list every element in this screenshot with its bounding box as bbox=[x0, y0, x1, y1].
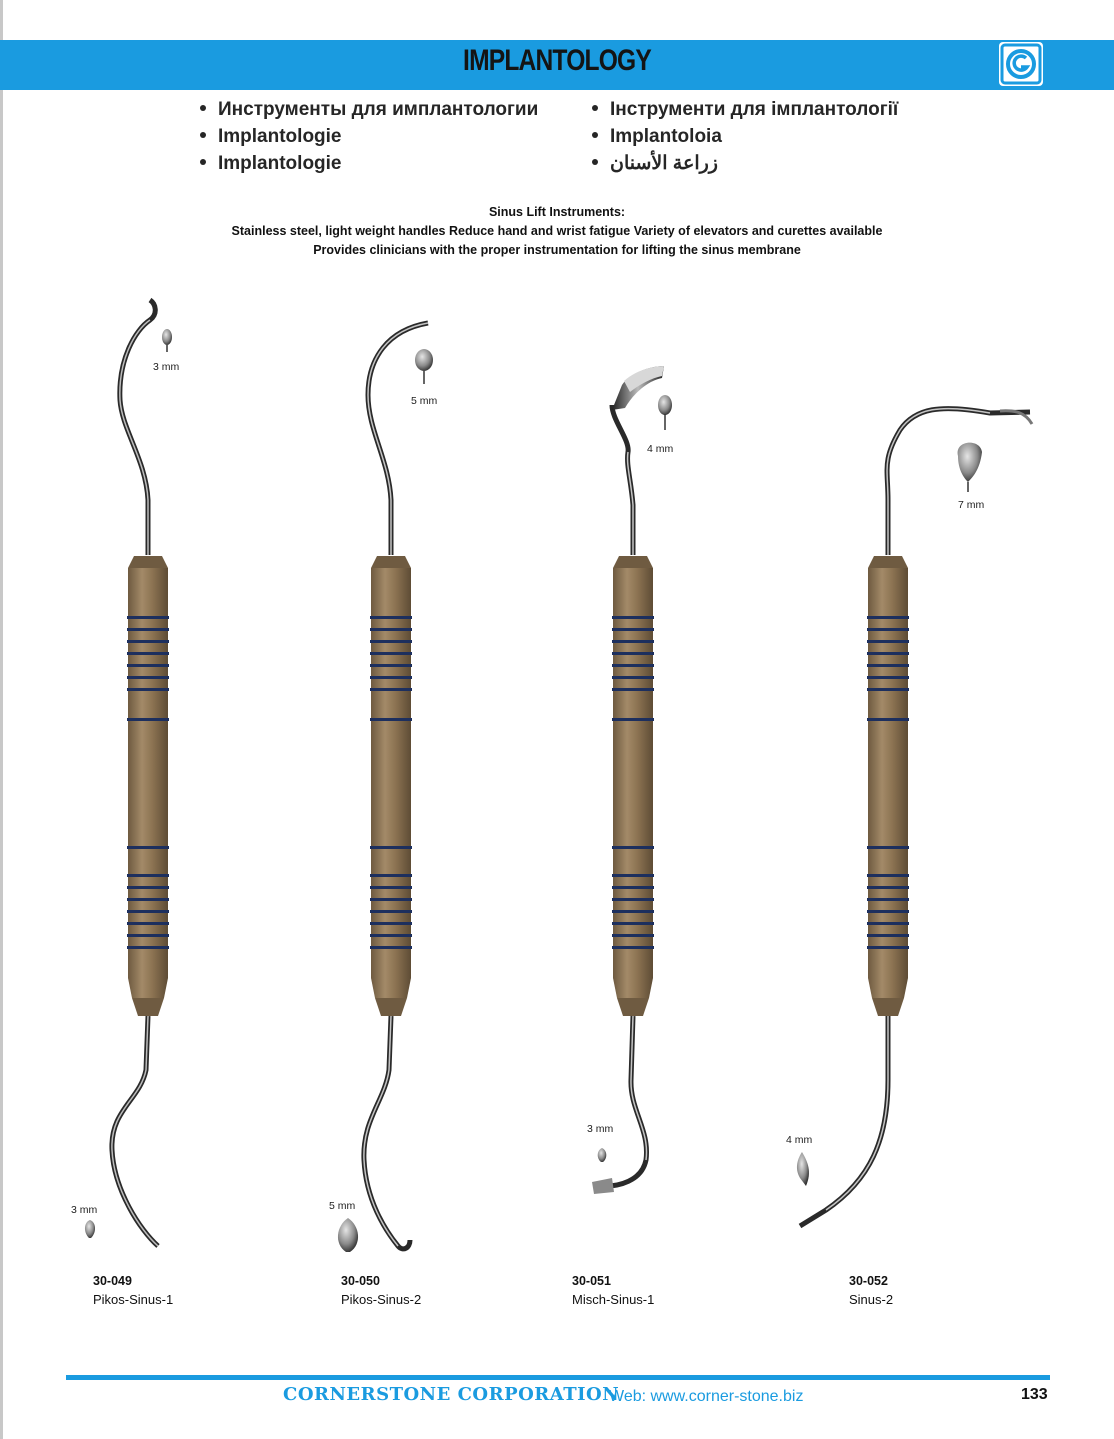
description-line: Stainless steel, light weight handles Reduce hand and wrist fatigue Variety of elevators and curettes available bbox=[231, 224, 883, 238]
instrument-30-052 bbox=[797, 409, 1032, 1226]
page-number: 133 bbox=[1021, 1386, 1048, 1403]
instrument-30-049 bbox=[85, 300, 172, 1246]
company-name: CORNERSTONE CORPORATION bbox=[283, 1384, 620, 1405]
product-name: Misch-Sinus-1 bbox=[572, 1292, 655, 1307]
tip-size-label: 5 mm bbox=[411, 395, 438, 407]
description-heading: Sinus Lift Instruments: bbox=[488, 205, 626, 219]
footer-rule bbox=[66, 1375, 1050, 1380]
website-link[interactable]: Web: www.corner-stone.biz bbox=[609, 1388, 804, 1405]
tip-size-label: 3 mm bbox=[153, 361, 180, 373]
product-code: 30-051 bbox=[572, 1274, 611, 1288]
instrument-30-050 bbox=[338, 323, 433, 1252]
product-name: Pikos-Sinus-1 bbox=[93, 1292, 174, 1307]
product-name: Sinus-2 bbox=[849, 1292, 894, 1307]
product-code: 30-049 bbox=[93, 1274, 132, 1288]
language-item: Implantoloia bbox=[592, 123, 898, 150]
tip-size-label: 3 mm bbox=[587, 1123, 614, 1135]
product-name: Pikos-Sinus-2 bbox=[341, 1292, 422, 1307]
tip-size-label: 4 mm bbox=[647, 443, 674, 455]
tip-size-label: 7 mm bbox=[958, 499, 985, 511]
tip-size-label: 5 mm bbox=[329, 1200, 356, 1212]
language-item: Implantologie bbox=[200, 123, 538, 150]
product-code: 30-052 bbox=[849, 1274, 888, 1288]
tip-size-label: 3 mm bbox=[71, 1204, 98, 1216]
page-title: IMPLANTOLOGY bbox=[463, 44, 651, 77]
product-code: 30-050 bbox=[341, 1274, 380, 1288]
description-line: Provides clinicians with the proper instrumentation for lifting the sinus membrane bbox=[313, 243, 801, 257]
instrument-30-051 bbox=[592, 366, 672, 1194]
language-item: Инструменты для имплантологии bbox=[200, 96, 538, 123]
tip-size-label: 4 mm bbox=[786, 1134, 813, 1146]
language-item: Інструменти для імплантології bbox=[592, 96, 898, 123]
language-item: زراعة الأسنان bbox=[592, 150, 898, 177]
language-item: Implantologie bbox=[200, 150, 538, 177]
